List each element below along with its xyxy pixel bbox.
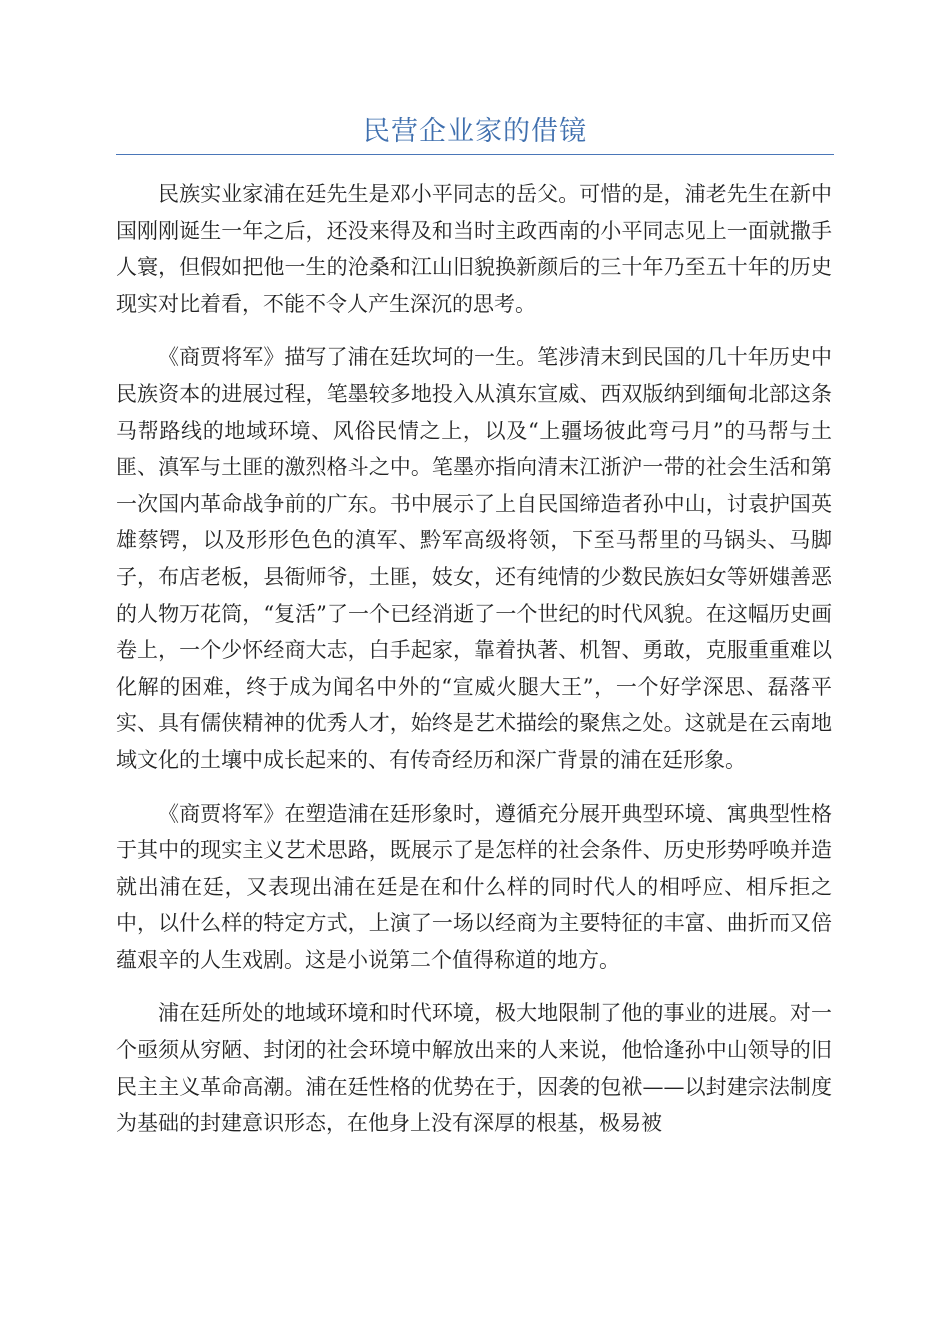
paragraph-4: 浦在廷所处的地域环境和时代环境，极大地限制了他的事业的进展。对一个亟须从穷陋、封闭的社会环境中解放出来的人来说，他恰逢孙中山领导的旧民主主义革命高潮。浦在廷性格的优势在于，因袭的包袱——以封建宗法制度为基础的封建意识形态，在他身上没有深厚的根基，极易被 [116, 1001, 832, 1136]
title-underline-divider [116, 154, 834, 155]
paragraph-1: 民族实业家浦在廷先生是邓小平同志的岳父。可惜的是，浦老先生在新中国刚刚诞生一年之后，还没来得及和当时主政西南的小平同志见上一面就撒手人寰，但假如把他一生的沧桑和江山旧貌换新颜后的三十年乃至五十年的历史现实对比着看，不能不令人产生深沉的思考。 [116, 182, 832, 316]
paragraph-2: 《商贾将军》描写了浦在廷坎坷的一生。笔涉清末到民国的几十年历史中民族资本的进展过程，笔墨较多地投入从滇东宣威、西双版纳到缅甸北部这条马帮路线的地域环境、风俗民情之上，以及“上疆场彼此弯弓月”的马帮与土匪、滇军与土匪的激烈格斗之中。笔墨亦指向清末江浙沪一带的社会生活和第一次国内革命战争前的广东。书中展示了上自民国缔造者孙中山，讨袁护国英雄蔡锷，以及形形色色的滇军、黔军高级将领，下至马帮里的马锅头、马脚子，布店老板，县衙师爷，土匪，妓女，还有纯情的少数民族妇女等妍媸善恶的人物万花筒，“复活”了一个已经消逝了一个世纪的时代风貌。在这幅历史画卷上，一个少怀经商大志，白手起家，靠着执著、机智、勇敢，克服重重难以化解的困难，终于成为闻名中外的“宣威火腿大王”，一个好学深思、磊落平实、具有儒侠精神的优秀人才，始终是艺术描绘的聚焦之处。这就是在云南地域文化的土壤中成长起来的、有传奇经历和深广背景的浦在廷形象。 [116, 345, 832, 772]
document-body [116, 176, 832, 1159]
document-title: 民营企业家的借镜 [363, 116, 587, 147]
paragraph-3: 《商贾将军》在塑造浦在廷形象时，遵循充分展开典型环境、寓典型性格于其中的现实主义艺术思路，既展示了是怎样的社会条件、历史形势呼唤并造就出浦在廷，又表现出浦在廷是在和什么样的同时代人的相呼应、相斥拒之中，以什么样的特定方式，上演了一场以经商为主要特征的丰富、曲折而又倍蕴艰辛的人生戏剧。这是小说第二个值得称道的地方。 [116, 801, 832, 972]
